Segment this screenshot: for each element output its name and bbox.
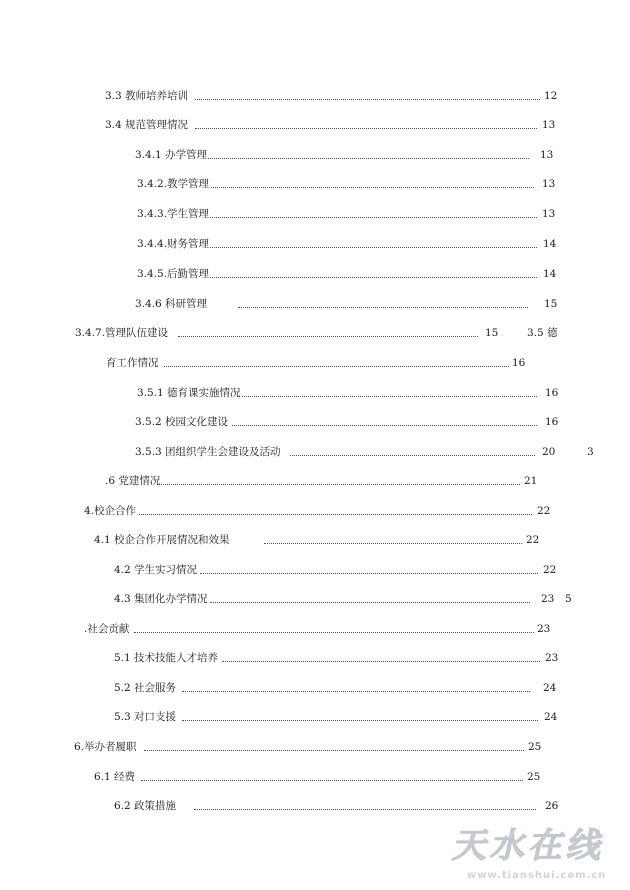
watermark-url: www.tianshui.com.cn	[467, 870, 607, 881]
toc-entry[interactable]	[106, 354, 531, 372]
dot-leader	[209, 187, 534, 188]
toc-entry-label: 6.举办者履职	[74, 738, 138, 756]
toc-entry-label: 3.4.1 办学管理	[135, 146, 208, 164]
dot-leader	[210, 602, 530, 603]
toc-entry[interactable]	[114, 649, 559, 667]
toc-entry[interactable]	[137, 205, 560, 223]
toc-entry-page: 13	[541, 175, 555, 193]
stray-heading-fragment: 3.5 德	[527, 327, 558, 339]
dot-leader	[139, 514, 532, 515]
toc-entry[interactable]	[137, 265, 560, 283]
toc-entry-page: 25	[527, 738, 541, 756]
dot-leader	[182, 720, 538, 721]
dot-leader	[264, 543, 522, 544]
toc-entry-label: 3.3 教师培养培训	[105, 87, 189, 105]
dot-leader	[290, 455, 535, 456]
stray-page-fragment: 3	[587, 446, 594, 458]
toc-entry-label: 3.4.7.管理队伍建设	[75, 324, 169, 342]
stray-page-fragment: 5	[565, 593, 572, 605]
toc-entry-page: 24	[543, 708, 557, 726]
toc-entry-page: 16	[511, 354, 525, 372]
toc-entry-label: 3.5.1 德育课实施情况	[137, 384, 242, 402]
toc-entry-label: 6.1 经费	[94, 768, 136, 786]
toc-entry-page: 16	[544, 413, 558, 431]
toc-entry-label: 育工作情况	[106, 354, 160, 372]
toc-entry-label: 3.4.5.后勤管理	[137, 265, 210, 283]
dot-leader	[241, 396, 537, 397]
toc-entry[interactable]	[105, 116, 560, 134]
toc-entry-label: 5.1 技术技能人才培养	[114, 649, 219, 667]
toc-entry[interactable]	[105, 472, 538, 490]
toc-entry-label: 4.2 学生实习情况	[114, 561, 198, 579]
dot-leader	[178, 336, 478, 337]
toc-entry[interactable]	[75, 324, 505, 342]
toc-entry-page: 23	[536, 620, 550, 638]
toc-entry[interactable]	[84, 620, 554, 638]
dot-leader	[134, 632, 534, 633]
toc-entry-label: 4.3 集团化办学情况	[114, 590, 209, 608]
dot-leader	[238, 307, 528, 308]
dot-leader	[141, 780, 523, 781]
toc-entry-page: 26	[544, 797, 558, 815]
toc-entry[interactable]	[135, 295, 560, 313]
dot-leader	[164, 366, 509, 367]
dot-leader	[152, 484, 520, 485]
toc-entry-label: 3.4.2.教学管理	[137, 175, 210, 193]
toc-entry-label: 5.2 社会服务	[114, 679, 177, 697]
toc-entry-page: 23	[540, 590, 554, 608]
toc-entry-page: 13	[541, 205, 555, 223]
toc-entry-label: 3.5.2 校园文化建设	[135, 413, 229, 431]
toc-entry-page: 20	[541, 443, 555, 461]
toc-entry-page: 25	[526, 768, 540, 786]
toc-entry[interactable]	[105, 87, 558, 105]
toc-entry-page: 14	[542, 265, 556, 283]
dot-leader	[195, 99, 540, 100]
toc-entry-page: 14	[542, 235, 556, 253]
dot-leader	[209, 277, 537, 278]
dot-leader	[209, 247, 537, 248]
toc-entry-page: 23	[544, 649, 558, 667]
toc-entry-page: 22	[542, 561, 556, 579]
toc-entry-label: 3.4.4.财务管理	[137, 235, 210, 253]
toc-entry[interactable]	[114, 590, 559, 608]
toc-entry-page: 12	[543, 87, 557, 105]
dot-leader	[195, 128, 537, 129]
toc-entry-page: 15	[543, 295, 557, 313]
toc-entry-label: 5.3 对口支援	[114, 708, 177, 726]
toc-entry-label: .6 党建情况	[105, 472, 161, 490]
dot-leader	[207, 158, 529, 159]
toc-entry-page: 22	[525, 531, 539, 549]
toc-entry[interactable]	[137, 235, 560, 253]
toc-entry-label: 4.1 校企合作开展情况和效果	[94, 531, 231, 549]
toc-entry[interactable]	[137, 384, 560, 402]
dot-leader	[182, 691, 530, 692]
dot-leader	[222, 661, 540, 662]
toc-entry-label: 3.5.3 团组织学生会建设及活动	[135, 443, 282, 461]
toc-entry[interactable]	[135, 146, 560, 164]
dot-leader	[232, 425, 537, 426]
toc-entry[interactable]	[137, 175, 560, 193]
toc-entry-page: 21	[523, 472, 537, 490]
toc-entry[interactable]	[94, 531, 544, 549]
toc-entry[interactable]	[135, 413, 560, 431]
toc-entry[interactable]	[74, 738, 549, 756]
toc-entry[interactable]	[84, 502, 554, 520]
site-watermark	[450, 818, 625, 888]
toc-entry-page: 15	[484, 324, 498, 342]
toc-entry[interactable]	[135, 443, 560, 461]
toc-entry-page: 13	[541, 116, 555, 134]
toc-entry[interactable]	[114, 708, 559, 726]
toc-entry[interactable]	[114, 797, 559, 815]
toc-entry-page: 16	[544, 384, 558, 402]
dot-leader	[144, 750, 524, 751]
toc-entry-page: 22	[536, 502, 550, 520]
toc-entry-page: 13	[539, 146, 553, 164]
toc-entry-label: 3.4.6 科研管理	[135, 295, 208, 313]
toc-entry-label: 6.2 政策措施	[114, 797, 177, 815]
toc-entry-label: 3.4 规范管理情况	[105, 116, 189, 134]
toc-entry-label: 4.校企合作	[84, 502, 137, 520]
dot-leader	[194, 809, 536, 810]
toc-entry[interactable]	[94, 768, 544, 786]
toc-entry[interactable]	[114, 561, 559, 579]
toc-entry[interactable]	[114, 679, 559, 697]
watermark-logo-text: 天水在线	[450, 826, 611, 866]
toc-entry-label: 3.4.3.学生管理	[137, 205, 210, 223]
dot-leader	[200, 573, 538, 574]
toc-entry-page: 24	[542, 679, 556, 697]
dot-leader	[209, 217, 537, 218]
toc-entry-label: .社会贡献	[84, 620, 130, 638]
